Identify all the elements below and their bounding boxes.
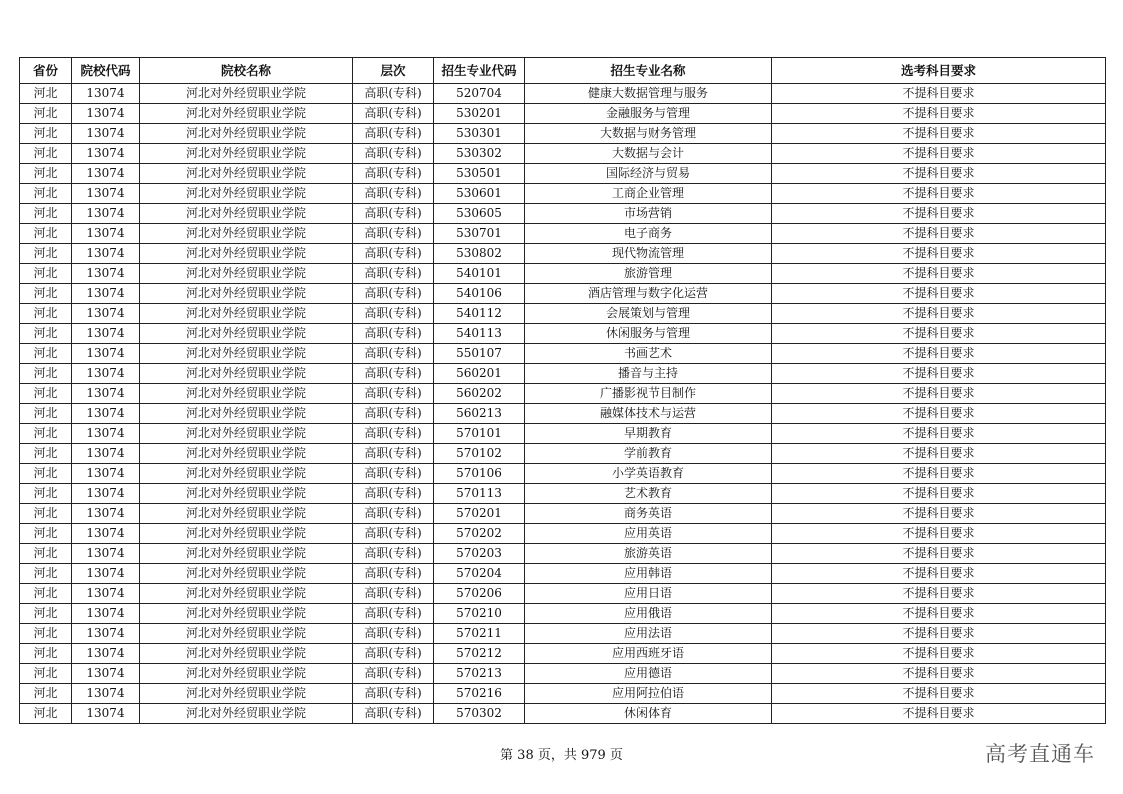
cell-major-name: 金融服务与管理	[525, 104, 772, 124]
cell-subject-requirement: 不提科目要求	[772, 464, 1106, 484]
cell-major-code: 530701	[434, 224, 525, 244]
cell-major-code: 530302	[434, 144, 525, 164]
cell-school-code: 13074	[72, 184, 140, 204]
table-header-row	[20, 58, 1106, 84]
cell-subject-requirement: 不提科目要求	[772, 144, 1106, 164]
cell-school-code: 13074	[72, 144, 140, 164]
cell-school-name: 河北对外经贸职业学院	[140, 544, 353, 564]
cell-major-code: 530501	[434, 164, 525, 184]
cell-level: 高职(专科)	[353, 524, 434, 544]
cell-province: 河北	[20, 644, 72, 664]
cell-subject-requirement: 不提科目要求	[772, 104, 1106, 124]
cell-province: 河北	[20, 584, 72, 604]
cell-school-name: 河北对外经贸职业学院	[140, 184, 353, 204]
cell-subject-requirement: 不提科目要求	[772, 564, 1106, 584]
cell-school-code: 13074	[72, 324, 140, 344]
cell-school-name: 河北对外经贸职业学院	[140, 324, 353, 344]
cell-major-name: 应用俄语	[525, 604, 772, 624]
cell-major-code: 560202	[434, 384, 525, 404]
cell-school-code: 13074	[72, 104, 140, 124]
table-row	[20, 424, 1106, 444]
cell-level: 高职(专科)	[353, 464, 434, 484]
cell-province: 河北	[20, 344, 72, 364]
cell-major-code: 540101	[434, 264, 525, 284]
table-row	[20, 204, 1106, 224]
cell-subject-requirement: 不提科目要求	[772, 704, 1106, 724]
cell-major-name: 应用阿拉伯语	[525, 684, 772, 704]
cell-major-code: 570106	[434, 464, 525, 484]
cell-province: 河北	[20, 544, 72, 564]
cell-school-name: 河北对外经贸职业学院	[140, 584, 353, 604]
cell-level: 高职(专科)	[353, 84, 434, 104]
table-row	[20, 504, 1106, 524]
cell-major-code: 570113	[434, 484, 525, 504]
cell-province: 河北	[20, 464, 72, 484]
cell-level: 高职(专科)	[353, 264, 434, 284]
cell-major-code: 570302	[434, 704, 525, 724]
cell-subject-requirement: 不提科目要求	[772, 604, 1106, 624]
cell-province: 河北	[20, 104, 72, 124]
cell-major-name: 广播影视节目制作	[525, 384, 772, 404]
cell-province: 河北	[20, 564, 72, 584]
enrollment-table	[19, 57, 1106, 724]
cell-school-name: 河北对外经贸职业学院	[140, 464, 353, 484]
cell-school-code: 13074	[72, 564, 140, 584]
table-row	[20, 84, 1106, 104]
header-school-code: 院校代码	[72, 58, 140, 84]
cell-level: 高职(专科)	[353, 624, 434, 644]
cell-subject-requirement: 不提科目要求	[772, 264, 1106, 284]
cell-school-name: 河北对外经贸职业学院	[140, 144, 353, 164]
table-row	[20, 624, 1106, 644]
cell-level: 高职(专科)	[353, 644, 434, 664]
cell-province: 河北	[20, 704, 72, 724]
table-row	[20, 384, 1106, 404]
cell-major-name: 现代物流管理	[525, 244, 772, 264]
cell-school-name: 河北对外经贸职业学院	[140, 284, 353, 304]
cell-school-name: 河北对外经贸职业学院	[140, 624, 353, 644]
cell-subject-requirement: 不提科目要求	[772, 584, 1106, 604]
cell-major-code: 520704	[434, 84, 525, 104]
cell-level: 高职(专科)	[353, 344, 434, 364]
table-row	[20, 284, 1106, 304]
cell-subject-requirement: 不提科目要求	[772, 284, 1106, 304]
cell-major-name: 电子商务	[525, 224, 772, 244]
cell-major-code: 570213	[434, 664, 525, 684]
cell-subject-requirement: 不提科目要求	[772, 184, 1106, 204]
cell-province: 河北	[20, 404, 72, 424]
cell-major-name: 酒店管理与数字化运营	[525, 284, 772, 304]
table-row	[20, 144, 1106, 164]
cell-province: 河北	[20, 484, 72, 504]
cell-school-name: 河北对外经贸职业学院	[140, 684, 353, 704]
cell-subject-requirement: 不提科目要求	[772, 544, 1106, 564]
cell-subject-requirement: 不提科目要求	[772, 404, 1106, 424]
cell-subject-requirement: 不提科目要求	[772, 84, 1106, 104]
cell-level: 高职(专科)	[353, 384, 434, 404]
cell-level: 高职(专科)	[353, 484, 434, 504]
cell-level: 高职(专科)	[353, 244, 434, 264]
cell-major-name: 应用日语	[525, 584, 772, 604]
cell-province: 河北	[20, 504, 72, 524]
table-row	[20, 444, 1106, 464]
cell-major-name: 市场营销	[525, 204, 772, 224]
table-row	[20, 584, 1106, 604]
cell-subject-requirement: 不提科目要求	[772, 324, 1106, 344]
cell-province: 河北	[20, 84, 72, 104]
watermark-logo-text: 高考直通车	[985, 742, 1095, 766]
cell-province: 河北	[20, 184, 72, 204]
table-row	[20, 464, 1106, 484]
cell-subject-requirement: 不提科目要求	[772, 524, 1106, 544]
cell-major-code: 540106	[434, 284, 525, 304]
cell-major-name: 国际经济与贸易	[525, 164, 772, 184]
table-row	[20, 704, 1106, 724]
cell-school-code: 13074	[72, 444, 140, 464]
cell-major-code: 570212	[434, 644, 525, 664]
cell-major-name: 休闲体育	[525, 704, 772, 724]
cell-school-name: 河北对外经贸职业学院	[140, 224, 353, 244]
cell-school-code: 13074	[72, 464, 140, 484]
cell-level: 高职(专科)	[353, 184, 434, 204]
cell-major-name: 旅游英语	[525, 544, 772, 564]
cell-school-code: 13074	[72, 644, 140, 664]
cell-major-name: 休闲服务与管理	[525, 324, 772, 344]
cell-subject-requirement: 不提科目要求	[772, 124, 1106, 144]
cell-school-code: 13074	[72, 584, 140, 604]
cell-major-code: 570201	[434, 504, 525, 524]
cell-school-name: 河北对外经贸职业学院	[140, 164, 353, 184]
table-row	[20, 264, 1106, 284]
cell-major-code: 570102	[434, 444, 525, 464]
cell-school-name: 河北对外经贸职业学院	[140, 84, 353, 104]
cell-province: 河北	[20, 264, 72, 284]
cell-major-name: 应用英语	[525, 524, 772, 544]
cell-subject-requirement: 不提科目要求	[772, 644, 1106, 664]
cell-school-code: 13074	[72, 504, 140, 524]
table-row	[20, 524, 1106, 544]
cell-province: 河北	[20, 444, 72, 464]
cell-school-code: 13074	[72, 344, 140, 364]
cell-level: 高职(专科)	[353, 544, 434, 564]
cell-school-code: 13074	[72, 124, 140, 144]
cell-school-code: 13074	[72, 424, 140, 444]
cell-school-code: 13074	[72, 244, 140, 264]
cell-level: 高职(专科)	[353, 584, 434, 604]
cell-major-name: 学前教育	[525, 444, 772, 464]
cell-school-code: 13074	[72, 624, 140, 644]
table-row	[20, 684, 1106, 704]
cell-subject-requirement: 不提科目要求	[772, 504, 1106, 524]
cell-major-code: 530601	[434, 184, 525, 204]
cell-school-name: 河北对外经贸职业学院	[140, 424, 353, 444]
cell-subject-requirement: 不提科目要求	[772, 384, 1106, 404]
cell-school-code: 13074	[72, 204, 140, 224]
cell-school-code: 13074	[72, 304, 140, 324]
cell-school-code: 13074	[72, 604, 140, 624]
cell-subject-requirement: 不提科目要求	[772, 664, 1106, 684]
cell-major-name: 工商企业管理	[525, 184, 772, 204]
cell-major-code: 560213	[434, 404, 525, 424]
table-row	[20, 644, 1106, 664]
cell-major-code: 560201	[434, 364, 525, 384]
cell-school-code: 13074	[72, 404, 140, 424]
header-level: 层次	[353, 58, 434, 84]
cell-subject-requirement: 不提科目要求	[772, 204, 1106, 224]
cell-province: 河北	[20, 624, 72, 644]
cell-level: 高职(专科)	[353, 404, 434, 424]
cell-level: 高职(专科)	[353, 564, 434, 584]
cell-level: 高职(专科)	[353, 104, 434, 124]
cell-major-name: 大数据与会计	[525, 144, 772, 164]
cell-school-name: 河北对外经贸职业学院	[140, 444, 353, 464]
table-row	[20, 544, 1106, 564]
cell-level: 高职(专科)	[353, 684, 434, 704]
cell-subject-requirement: 不提科目要求	[772, 684, 1106, 704]
table-row	[20, 604, 1106, 624]
cell-major-code: 550107	[434, 344, 525, 364]
cell-subject-requirement: 不提科目要求	[772, 624, 1106, 644]
cell-school-code: 13074	[72, 224, 140, 244]
cell-school-code: 13074	[72, 264, 140, 284]
table-row	[20, 404, 1106, 424]
cell-level: 高职(专科)	[353, 284, 434, 304]
cell-province: 河北	[20, 524, 72, 544]
cell-subject-requirement: 不提科目要求	[772, 164, 1106, 184]
cell-major-name: 小学英语教育	[525, 464, 772, 484]
table-row	[20, 244, 1106, 264]
cell-major-code: 540112	[434, 304, 525, 324]
cell-level: 高职(专科)	[353, 124, 434, 144]
table-row	[20, 164, 1106, 184]
cell-level: 高职(专科)	[353, 704, 434, 724]
header-major-code: 招生专业代码	[434, 58, 525, 84]
cell-school-name: 河北对外经贸职业学院	[140, 364, 353, 384]
cell-major-name: 应用韩语	[525, 564, 772, 584]
cell-major-name: 书画艺术	[525, 344, 772, 364]
cell-school-name: 河北对外经贸职业学院	[140, 644, 353, 664]
cell-school-name: 河北对外经贸职业学院	[140, 564, 353, 584]
cell-subject-requirement: 不提科目要求	[772, 484, 1106, 504]
cell-school-name: 河北对外经贸职业学院	[140, 384, 353, 404]
cell-major-name: 应用法语	[525, 624, 772, 644]
cell-major-code: 570206	[434, 584, 525, 604]
cell-level: 高职(专科)	[353, 204, 434, 224]
cell-school-name: 河北对外经贸职业学院	[140, 664, 353, 684]
cell-province: 河北	[20, 244, 72, 264]
cell-level: 高职(专科)	[353, 144, 434, 164]
cell-province: 河北	[20, 144, 72, 164]
cell-major-name: 融媒体技术与运营	[525, 404, 772, 424]
cell-school-code: 13074	[72, 84, 140, 104]
cell-major-code: 530802	[434, 244, 525, 264]
table-row	[20, 344, 1106, 364]
cell-major-code: 570101	[434, 424, 525, 444]
cell-major-name: 应用德语	[525, 664, 772, 684]
table-row	[20, 124, 1106, 144]
cell-school-name: 河北对外经贸职业学院	[140, 244, 353, 264]
cell-province: 河北	[20, 604, 72, 624]
cell-school-code: 13074	[72, 704, 140, 724]
cell-subject-requirement: 不提科目要求	[772, 424, 1106, 444]
cell-subject-requirement: 不提科目要求	[772, 244, 1106, 264]
cell-province: 河北	[20, 124, 72, 144]
cell-major-name: 大数据与财务管理	[525, 124, 772, 144]
table-row	[20, 104, 1106, 124]
table-row	[20, 664, 1106, 684]
cell-school-name: 河北对外经贸职业学院	[140, 704, 353, 724]
cell-level: 高职(专科)	[353, 424, 434, 444]
cell-school-name: 河北对外经贸职业学院	[140, 264, 353, 284]
cell-school-name: 河北对外经贸职业学院	[140, 104, 353, 124]
cell-level: 高职(专科)	[353, 664, 434, 684]
cell-province: 河北	[20, 384, 72, 404]
cell-school-code: 13074	[72, 364, 140, 384]
cell-province: 河北	[20, 424, 72, 444]
cell-school-code: 13074	[72, 284, 140, 304]
cell-major-name: 会展策划与管理	[525, 304, 772, 324]
table-row	[20, 364, 1106, 384]
cell-major-name: 商务英语	[525, 504, 772, 524]
cell-major-code: 540113	[434, 324, 525, 344]
cell-province: 河北	[20, 364, 72, 384]
cell-level: 高职(专科)	[353, 504, 434, 524]
cell-level: 高职(专科)	[353, 324, 434, 344]
cell-school-name: 河北对外经贸职业学院	[140, 524, 353, 544]
cell-school-name: 河北对外经贸职业学院	[140, 404, 353, 424]
cell-province: 河北	[20, 664, 72, 684]
cell-level: 高职(专科)	[353, 364, 434, 384]
cell-level: 高职(专科)	[353, 304, 434, 324]
cell-major-code: 530201	[434, 104, 525, 124]
cell-province: 河北	[20, 284, 72, 304]
table-body	[20, 84, 1106, 724]
cell-school-code: 13074	[72, 664, 140, 684]
cell-major-name: 旅游管理	[525, 264, 772, 284]
cell-major-code: 530605	[434, 204, 525, 224]
cell-major-name: 应用西班牙语	[525, 644, 772, 664]
cell-school-code: 13074	[72, 524, 140, 544]
cell-major-name: 艺术教育	[525, 484, 772, 504]
cell-major-code: 570216	[434, 684, 525, 704]
cell-province: 河北	[20, 324, 72, 344]
cell-level: 高职(专科)	[353, 444, 434, 464]
table-row	[20, 184, 1106, 204]
cell-school-name: 河北对外经贸职业学院	[140, 304, 353, 324]
cell-subject-requirement: 不提科目要求	[772, 444, 1106, 464]
cell-school-name: 河北对外经贸职业学院	[140, 204, 353, 224]
cell-level: 高职(专科)	[353, 164, 434, 184]
cell-major-code: 570204	[434, 564, 525, 584]
cell-major-code: 530301	[434, 124, 525, 144]
cell-major-name: 早期教育	[525, 424, 772, 444]
cell-major-code: 570202	[434, 524, 525, 544]
cell-level: 高职(专科)	[353, 604, 434, 624]
cell-major-code: 570210	[434, 604, 525, 624]
cell-province: 河北	[20, 304, 72, 324]
cell-subject-requirement: 不提科目要求	[772, 304, 1106, 324]
cell-school-name: 河北对外经贸职业学院	[140, 484, 353, 504]
cell-school-code: 13074	[72, 384, 140, 404]
cell-subject-requirement: 不提科目要求	[772, 364, 1106, 384]
cell-level: 高职(专科)	[353, 224, 434, 244]
table-row	[20, 324, 1106, 344]
cell-school-name: 河北对外经贸职业学院	[140, 124, 353, 144]
cell-major-name: 健康大数据管理与服务	[525, 84, 772, 104]
table-row	[20, 484, 1106, 504]
cell-subject-requirement: 不提科目要求	[772, 344, 1106, 364]
cell-school-name: 河北对外经贸职业学院	[140, 504, 353, 524]
cell-school-name: 河北对外经贸职业学院	[140, 604, 353, 624]
cell-province: 河北	[20, 164, 72, 184]
header-major-name: 招生专业名称	[525, 58, 772, 84]
cell-school-code: 13074	[72, 484, 140, 504]
header-school-name: 院校名称	[140, 58, 353, 84]
cell-school-code: 13074	[72, 544, 140, 564]
cell-major-name: 播音与主持	[525, 364, 772, 384]
table-row	[20, 304, 1106, 324]
cell-province: 河北	[20, 684, 72, 704]
cell-province: 河北	[20, 204, 72, 224]
cell-subject-requirement: 不提科目要求	[772, 224, 1106, 244]
table-row	[20, 564, 1106, 584]
header-province: 省份	[20, 58, 72, 84]
page-number: 第 38 页，共 979 页	[500, 748, 623, 763]
cell-school-name: 河北对外经贸职业学院	[140, 344, 353, 364]
cell-school-code: 13074	[72, 684, 140, 704]
header-subject-requirement: 选考科目要求	[772, 58, 1106, 84]
cell-major-code: 570211	[434, 624, 525, 644]
cell-major-code: 570203	[434, 544, 525, 564]
cell-province: 河北	[20, 224, 72, 244]
table-row	[20, 224, 1106, 244]
cell-school-code: 13074	[72, 164, 140, 184]
